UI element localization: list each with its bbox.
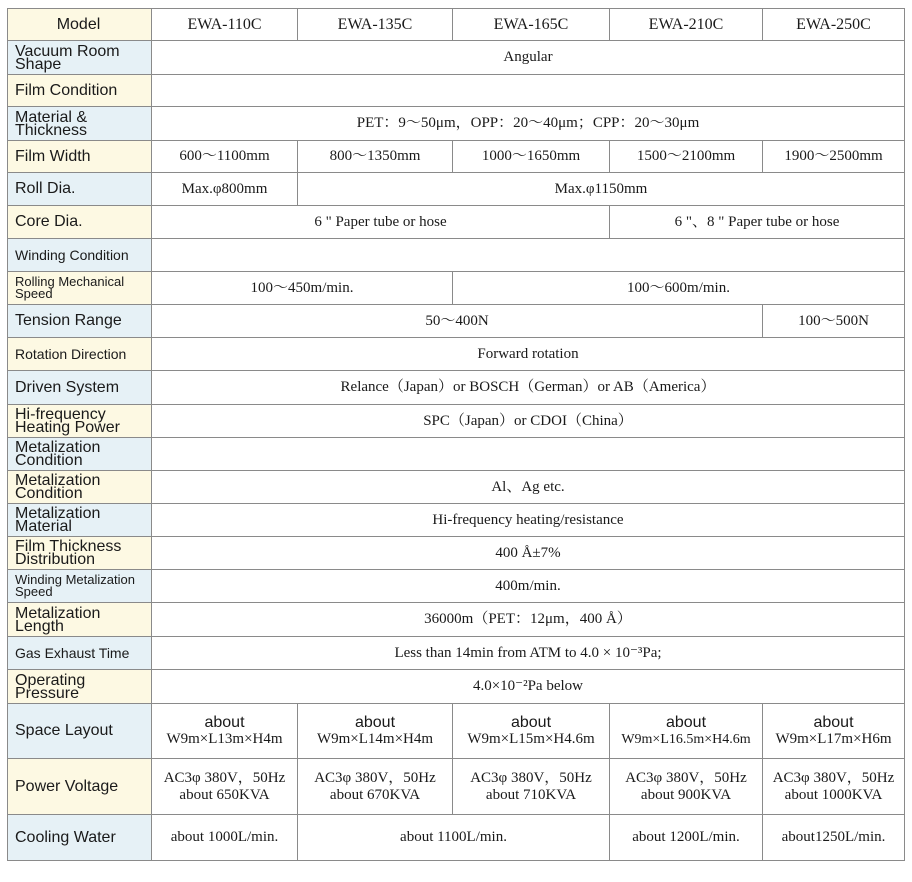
row-value: about1250L/min. [763,815,905,861]
row-label: Tension Range [8,305,152,338]
row-label: Operating Pressure [8,670,152,704]
row-metalization-material [8,504,905,537]
row-value: 6 "、8 " Paper tube or hose [610,206,905,239]
row-space-layout [8,704,905,759]
row-value [298,759,453,815]
line-2: W9m×L13m×H4m [166,731,283,747]
row-value: about 1000L/min. [152,815,298,861]
row-label: Metalization Length [8,603,152,637]
line-2: about 670KVA [329,786,421,803]
row-label: Driven System [8,371,152,405]
row-film-thickness-distribution [8,537,905,570]
row-value: 6 " Paper tube or hose [152,206,610,239]
row-driven-system [8,371,905,405]
row-label: Vacuum Room Shape [8,41,152,75]
row-value: 400 Å±7% [152,537,905,570]
row-value [610,759,763,815]
row-label: Winding Condition [8,239,152,272]
line-1: about [813,714,854,731]
row-value: 1000～1650mm [453,141,610,173]
line-1: about [204,714,245,731]
row-label: Film Condition [8,75,152,107]
row-film-width [8,141,905,173]
row-winding-metalization-speed [8,570,905,603]
row-roll-dia [8,173,905,206]
row-value: Forward rotation [152,338,905,371]
row-label: Rolling Mechanical Speed [8,272,152,305]
line-2: about 710KVA [485,786,577,803]
row-metalization-condition [8,471,905,504]
row-label: Gas Exhaust Time [8,637,152,670]
row-value: 4.0×10⁻²Pa below [152,670,905,704]
line-2: W9m×L17m×H6m [775,731,892,747]
row-value [453,759,610,815]
line-2: about 1000KVA [784,786,883,803]
row-value: Angular [152,41,905,75]
row-value-empty [152,239,905,272]
row-value: 1500～2100mm [610,141,763,173]
row-value: 36000m（PET：12μm，400 Å） [152,603,905,637]
line-1: AC3φ 380V，50Hz [163,769,286,786]
line-1: AC3φ 380V，50Hz [470,769,592,786]
row-label: Film Thickness Distribution [8,537,152,570]
line-1: about [354,714,396,731]
line-1: AC3φ 380V，50Hz [314,769,436,786]
row-power-voltage [8,759,905,815]
row-tension-range [8,305,905,338]
line-1: about [510,714,552,731]
model-ewa-250c: EWA-250C [763,9,905,41]
row-value [152,704,298,759]
row-metalization-length [8,603,905,637]
line-1: AC3φ 380V，50Hz [625,769,747,786]
row-heating-power [8,405,905,438]
model-ewa-135c: EWA-135C [298,9,453,41]
model-header-label: Model [8,9,152,41]
row-value: Max.φ1150mm [298,173,905,206]
row-label: Hi-frequency Heating Power [8,405,152,438]
row-value [152,759,298,815]
row-value [763,704,905,759]
model-ewa-210c: EWA-210C [610,9,763,41]
line-2: about 900KVA [640,786,732,803]
line-2: W9m×L14m×H4m [316,731,434,747]
row-label: Cooling Water [8,815,152,861]
row-value [763,759,905,815]
row-value [453,704,610,759]
row-value: 50～400N [152,305,763,338]
row-value: 800～1350mm [298,141,453,173]
row-label: Rotation Direction [8,338,152,371]
model-ewa-110c: EWA-110C [152,9,298,41]
row-value: about 1200L/min. [610,815,763,861]
header-row [8,9,905,41]
line-2: about 650KVA [179,786,270,803]
row-rolling-speed [8,272,905,305]
row-value-empty [152,75,905,107]
row-label: Winding Metalization Speed [8,570,152,603]
row-core-dia [8,206,905,239]
row-label: Roll Dia. [8,173,152,206]
row-value: Hi-frequency heating/resistance [152,504,905,537]
row-label: Film Width [8,141,152,173]
row-value: 600～1100mm [152,141,298,173]
line-1: AC3φ 380V，50Hz [772,769,895,786]
row-label: Metalization Material [8,504,152,537]
row-value-empty [152,438,905,471]
row-label: Metalization Condition [8,471,152,504]
row-value: Al、Ag etc. [152,471,905,504]
line-1: about [665,714,707,731]
row-value: Relance（Japan）or BOSCH（German）or AB（America） [152,371,905,405]
row-gas-exhaust-time [8,637,905,670]
row-cooling-water [8,815,905,861]
row-material-thickness [8,107,905,141]
model-ewa-165c: EWA-165C [453,9,610,41]
row-label: Core Dia. [8,206,152,239]
spec-table [7,8,905,861]
row-metalization-condition-heading [8,438,905,471]
row-winding-condition [8,239,905,272]
row-vacuum-room-shape [8,41,905,75]
row-film-condition [8,75,905,107]
row-value: 100～450m/min. [152,272,453,305]
row-label: Power Voltage [8,759,152,815]
row-value: about 1100L/min. [298,815,610,861]
row-label: Metalization Condition [8,438,152,471]
row-value [298,704,453,759]
row-value: PET：9～50μm，OPP：20～40μm；CPP：20～30μm [152,107,905,141]
row-value: Less than 14min from ATM to 4.0 × 10⁻³Pa; [152,637,905,670]
row-label: Space Layout [8,704,152,759]
row-label: Material & Thickness [8,107,152,141]
row-value: SPC（Japan）or CDOI（China） [152,405,905,438]
row-value: 100～500N [763,305,905,338]
row-value [610,704,763,759]
row-value: 100～600m/min. [453,272,905,305]
row-operating-pressure [8,670,905,704]
row-value: 1900～2500mm [763,141,905,173]
row-value: 400m/min. [152,570,905,603]
line-2: W9m×L15m×H4.6m [467,731,595,747]
row-rotation-direction [8,338,905,371]
line-2: W9m×L16.5m×H4.6m [621,732,751,747]
row-value: Max.φ800mm [152,173,298,206]
